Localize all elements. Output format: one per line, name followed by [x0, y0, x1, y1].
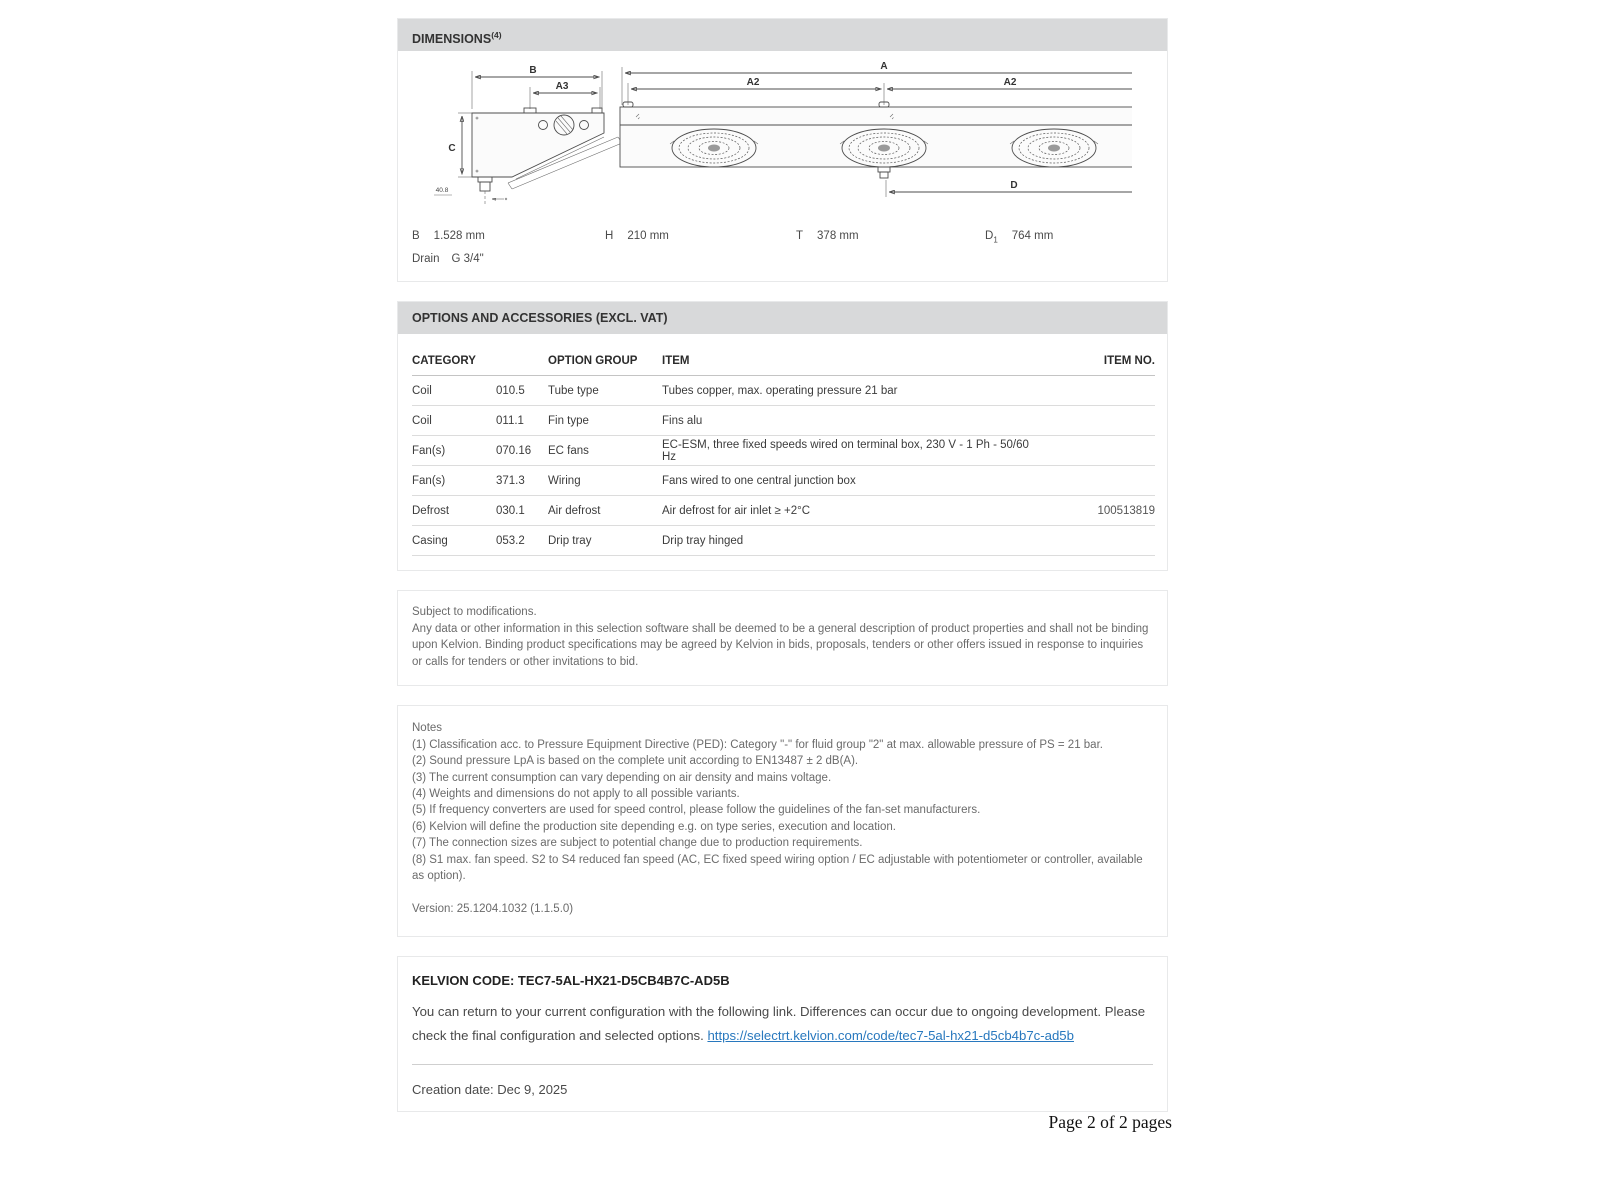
table-row — [412, 406, 1155, 436]
disclaimer-section — [397, 590, 1168, 686]
unit-dimension-drawing — [412, 61, 1132, 213]
dim-label-offset: 40.8 — [435, 187, 449, 194]
dim-label-b: B — [529, 65, 537, 76]
technical-drawing — [398, 51, 1167, 222]
cell-item: EC-ESM, three fixed speeds wired on terminal box, 230 V - 1 Ph - 50/60 Hz — [662, 438, 1029, 463]
note-item: (3) The current consumption can vary depending on air density and mains voltage. — [412, 771, 832, 784]
options-header — [398, 302, 1167, 334]
table-header-row — [412, 346, 1155, 376]
front-view-drawing — [620, 61, 1132, 197]
document-column — [397, 18, 1168, 1131]
cell-item: Air defrost for air inlet ≥ +2°C — [662, 504, 811, 517]
drain-value-row — [398, 244, 1167, 281]
page-number: Page 2 of 2 pages — [1048, 1112, 1172, 1132]
creation-date: Creation date: Dec 9, 2025 — [412, 1081, 568, 1097]
cell-code: 010.5 — [496, 384, 525, 397]
dim-label-c: C — [448, 143, 456, 154]
cell-item-no: 100513819 — [1097, 504, 1155, 517]
note-item: (6) Kelvion will define the production site depending e.g. on type series, execution and location. — [412, 820, 896, 833]
cell-code: 011.1 — [496, 414, 524, 427]
cell-category: Coil — [412, 384, 432, 397]
cell-item: Drip tray hinged — [662, 534, 744, 547]
cell-option-group: EC fans — [548, 444, 589, 457]
side-view-drawing — [434, 65, 622, 205]
cell-option-group: Drip tray — [548, 534, 592, 547]
version-text: Version: 25.1204.1032 (1.1.5.0) — [412, 903, 574, 916]
note-item: (2) Sound pressure LpA is based on the complete unit according to EN13487 ± 2 dB(A). — [412, 755, 859, 768]
notes-section — [397, 705, 1168, 936]
note-item: (4) Weights and dimensions do not apply to all possible variants. — [412, 787, 740, 800]
col-category: CATEGORY — [412, 354, 476, 367]
cell-option-group: Fin type — [548, 414, 589, 427]
kelvion-code-text: You can return to your current configuration with the following link. Differences can occur due to ongoing development. Please check the final configuration and selected options. — [412, 1003, 1146, 1043]
dimensions-title-sup: (4) — [491, 30, 502, 40]
cell-option-group: Air defrost — [548, 504, 601, 517]
dimensions-header — [398, 19, 1167, 51]
divider — [412, 1064, 1153, 1065]
cell-code: 371.3 — [496, 474, 525, 487]
cell-item: Tubes copper, max. operating pressure 21 bar — [662, 384, 898, 397]
cell-category: Coil — [412, 414, 432, 427]
table-row — [412, 466, 1155, 496]
dim-label-a2-left: A2 — [746, 77, 760, 88]
cell-option-group: Wiring — [548, 474, 581, 487]
dimension-value: T 378 mm — [796, 230, 859, 242]
cell-category: Fan(s) — [412, 474, 446, 487]
disclaimer-line2: Any data or other information in this selection software shall be deemed to be a general description of product properties and shall not be binding upon Kelvion. Binding product specifications may be agreed by Kelvion in bids, proposals, tenders or other offers issued in response to inquiries or calls for tenders or other invitations to bid. — [412, 622, 1149, 668]
disclaimer-line1: Subject to modifications. — [412, 606, 537, 619]
options-title: OPTIONS AND ACCESSORIES (EXCL. VAT) — [412, 311, 668, 326]
table-row — [412, 436, 1155, 466]
dimension-value: H 210 mm — [605, 230, 669, 242]
configuration-link[interactable]: https://selectrt.kelvion.com/code/tec7-5al-hx21-d5cb4b7c-ad5b — [707, 1027, 1074, 1043]
dim-label-a2-right: A2 — [1003, 77, 1017, 88]
options-table — [412, 346, 1155, 556]
dim-label-a: A — [880, 61, 888, 72]
cell-item: Fins alu — [662, 414, 703, 427]
cell-category: Casing — [412, 534, 448, 547]
options-section — [397, 301, 1168, 571]
dim-label-d: D — [1010, 180, 1018, 191]
notes-title: Notes — [412, 722, 443, 735]
note-item: (7) The connection sizes are subject to potential change due to production requirements. — [412, 837, 863, 850]
dimension-value: B 1.528 mm — [412, 230, 485, 242]
table-row — [412, 376, 1155, 406]
col-item: ITEM — [662, 354, 690, 367]
dim-label-a3: A3 — [555, 81, 569, 92]
drain-value: G 3/4" — [451, 253, 484, 266]
dimensions-section — [397, 18, 1168, 282]
table-row — [412, 526, 1155, 556]
col-option-group: OPTION GROUP — [548, 354, 638, 367]
cell-option-group: Tube type — [548, 384, 599, 397]
kelvion-code-title: KELVION CODE: TEC7-5AL-HX21-D5CB4B7C-AD5B — [412, 972, 730, 988]
kelvion-code-section — [397, 956, 1168, 1112]
cell-code: 070.16 — [496, 444, 532, 457]
cell-category: Fan(s) — [412, 444, 446, 457]
dimensions-title: DIMENSIONS — [412, 32, 492, 47]
cell-code: 053.2 — [496, 534, 525, 547]
dimension-value: $D_1$ 764 mm — [985, 230, 1054, 245]
cell-code: 030.1 — [496, 504, 525, 517]
note-item: (5) If frequency converters are used for speed control, please follow the guidelines of the fan-set manufacturers. — [412, 804, 981, 817]
drain-label: Drain — [412, 253, 440, 266]
kelvion-code-body — [412, 1000, 1153, 1048]
col-item-no: ITEM NO. — [1103, 354, 1155, 367]
note-item: (1) Classification acc. to Pressure Equipment Directive (PED): Category "-" for fluid group "2" at max. allowable pressure of PS = 21 bar. — [412, 738, 1103, 751]
dimension-values-row — [398, 222, 1167, 244]
table-row — [412, 496, 1155, 526]
cell-item: Fans wired to one central junction box — [662, 474, 856, 487]
note-item: (8) S1 max. fan speed. S2 to S4 reduced fan speed (AC, EC fixed speed wiring option / EC adjustable with potentiometer or controller, available as option). — [412, 853, 1143, 882]
cell-category: Defrost — [412, 504, 450, 517]
